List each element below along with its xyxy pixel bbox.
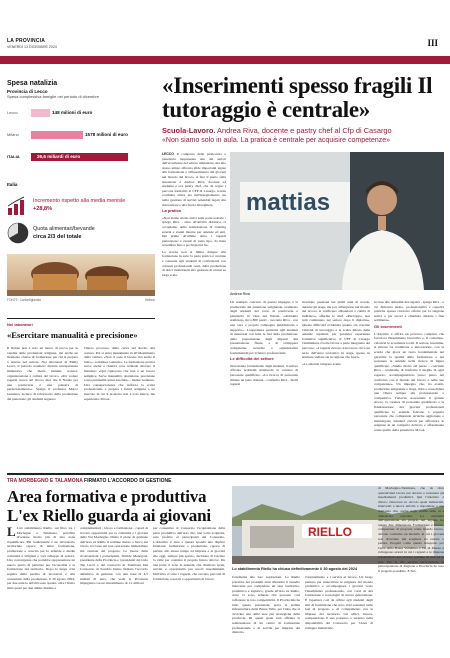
bar-value: 1578 milioni di euro — [85, 132, 128, 137]
article-text-3a: mostrano passione nei primi anni di scuola, durante gli stage, ma poi, all'ingresso nel mondo del lavoro, si verificano abbandoni o cambi di indirizzo», afferma lo chef. «Purtroppo, non tutti continuano nel settore dopo il diploma». Questa difficoltà evidenzia quanto sia cruciale l'attività di tutoraggio e la scelta mirata delle aziende ospitanti, per garantire esperienze formative significative. Il CFP di Casargo l'amministra rivolta favore a parte integrante del percorso. «I ragazzi devono trascorrere circa un terzo dell'anno scolastico in stage, spesso in strutture stellate sia in regione che fuori». — [302, 300, 370, 360]
article-text-2b: Nonostante l'entusiasmo degli studenti, il settore affronta problemi strutturali: la carenza di personale qualificato. «La ricerca di personale rimane un tasto dolente - conferma Riva - molti ragazzi — [230, 363, 298, 387]
infographic — [7, 80, 155, 310]
bottom-column-3: per consentire al Consorzio l'acquisizione della parte produttiva dell'area che, una volta acquisita, sarà profitto ai partecipanti del Consorzio. L'obiettivo è dare a questa sponda una duplice funzione: formazione e produzione, capace di parlare allo stesso tempo ad imprese e ai giovani che oggi, sempre più spesso, decidono di lasciare la valle per costruire il proprio futuro altrove. Da una parte ci sono le aziende, che chiedono spazi, servizi e opportunità per nuovi insediamenti. Dall'altra ci sono i ragazzi, che cercano percorsi di formazione concreti e opportunità di lavoro — [153, 526, 225, 581]
article-text-4a: in base alle attitudini dei ragazzi - spiega Riva - e ciò dimostra molto, professionalità e capacità pratiche spesso ricevono offerte per la stagione estiva o per lavori a chiamata durante i fine settimana». — [374, 300, 444, 323]
bottom-column-1 — [7, 526, 75, 652]
infographic-title: Spesa natalizia — [7, 80, 58, 87]
stat-growth-text: Incremento rispetto alla media menisle — [33, 198, 126, 204]
portrait-photo — [230, 152, 444, 290]
article-subhead-3: Gli inserimenti — [374, 323, 402, 329]
bottom-divider — [7, 473, 444, 475]
article-subhead-2: Le difficoltà del settore — [230, 356, 274, 362]
source-credit: Withub — [145, 298, 155, 302]
bottom-kicker-rest: FIRMATO L'ACCORDO DI GESTIONE — [84, 478, 172, 484]
sidebar-column-2: l'intero processo, dalla curva del lievito alla cottura. Poi si entra pienamente in all'allestimento della vetrina. «Non ci sono il buono, ma anche il bello», sottolinea Gennuso. La formazione pratica serve anche a chiarire cosa richiede davvero il mestiere: «Qui capiscono che non è un lavoro semplice. Serve manualità, attenzione, precisione e una puntualità quasi assoluta» - insiste Gennuso. Una consapevolezza che rafforza la scelta professionale e prepara i futuri artigiani a un mercato in cui il prodotto non è solo merce, ma esperienza. M.GA. — [84, 346, 155, 401]
sidebar-column-1: Il Natale non è solo un banco di prova per le vendite delle produzioni artigiane, ma anche un momento chiave di formazione per chi si prepara a entrare nel settore. Nei laboratori di Emily Lecrà, il periodo natalizio diventa un'esperienza immersiva che mette insieme tecnica, organizzazione e cultura del lavoro. «Per vedere ragazzi cresce sul lavoro dice che il Natale per una pasticceria è una palestra di perfezionamento». Spiega il professor Marco Gennuso, tecnico di laboratorio della produzione del panettone, gli studenti seguono — [7, 346, 78, 401]
bottom-text-1: L'ex stabilimento Riello, sul fibro tra i Morbegno e Talamona, potrebbe diventare molto più di una zona riqualificata. Più tradizionale è un laboratorio territoriale capace di unire formazione, produzione e crescita per le aziende e medie comunità e artigiani e vari sviluppo di settore. Una convergenza che potrebbe rappresentare un nuovo punto di partenza per l'economia e la formazione del territorio. Dopo la lunga crisi seguita dalla perdita di lavoratori e alla cessazione della produzione, il 30 agosto 2024, per due anni le attività sono spente, oltre l'invito mirò quasi per due anime distinte e — [7, 526, 75, 590]
panettone-photo — [7, 254, 155, 296]
article-kicker: Scuola-Lavoro. — [162, 126, 216, 135]
bar — [31, 131, 83, 139]
portrait-illustration — [230, 152, 444, 290]
bar — [31, 109, 50, 117]
article-text-4b: L'obiettivo è offrire un percorso completo che favorisca l'inserimento lavorativo e, al contempo, valorizzi le eccellenze locali. Il settore, insomma, si muove tra tradizione e innovazione, con la scuola che gioca un ruolo fondamentale nel garantire la qualità della formazione e nel sostenere le aziende nella ricerca di figure qualificate. «Siamo molto sul pezzo - conclude Riva - cerchiamo di trasferire il meglio di ogni ragazzo, accompagnandolo passo passo nel confronto con il mondo del lavoro e nelle sue competenze». Un impegno che, tra eventi, produzione artigianale e stage, mira a consolidare una filiera sempre più professionale e competitiva. Tuttavia, nonostante il grande sforzo, la carenza di personale qualificato e la fidelizzazione dei giovani professionali qualificate le aziende faticano a reperire personale che comprenda tecniche aggiornate e mantengano standard elevati per affrontare le esigenze di un comparto delicato e affascinante come quello della panetteria. M.GA. — [374, 331, 444, 433]
article-text-1c: La scuola non si limita dunque alla formazione in aula: la parte pratica è centrale e consente agli studenti di confrontarsi con contesti professionali reali, dalla produzione di dolci tradizionali alla gestione di eventi su larga scala. — [162, 249, 226, 277]
bottom-column-5: l'orientamento e i servizi al lavoro. Un luogo pensato per intercettare le esigenze del mondo produttivo e accompagnare i giovani verso l'inserimento professionale, con corsi di alta formazione e tecnologie di nuova generazione. È l'apertura così da offrire agli studenti degli enti di formazione che sono stati sostenuti nelle fasi di progetto e di collegamento con le imprese del territorio. Gli uffici, invece, comprendono il suo possesso e saranno nella disponibilità del Consorzio per l'Area di sviluppo industriale. — [305, 575, 373, 630]
stat-food-value: circa 2/3 del totale — [33, 234, 82, 240]
page-number: III — [427, 38, 438, 48]
section-band — [0, 56, 450, 64]
bar-label: ITALIA — [7, 154, 20, 159]
bar-growth-icon — [7, 196, 29, 216]
factory-sign-text: RIELLO — [308, 525, 352, 539]
article-byline: LECCO — [162, 152, 174, 156]
source-note: FONTE: Confartigianato — [7, 298, 42, 302]
article-column-4 — [374, 300, 444, 465]
article-deck: «Non siamo solo in aula. La pratica è centrale per acquisire competenze» — [162, 137, 391, 144]
bar-label: Lecco — [7, 110, 18, 115]
banner-text: mattias — [246, 189, 331, 216]
stat-growth — [7, 194, 155, 220]
italy-label: Italia — [7, 182, 18, 187]
article-text-3b: «La azienda vengono scelte — [302, 361, 341, 366]
portrait-caption: Andrea Riva — [230, 292, 250, 296]
stat-food-text: Quota alimentari/bevande — [33, 226, 95, 232]
stat-food-share — [7, 222, 155, 248]
article-subhead-1: La pratica — [162, 208, 181, 214]
issue-date: VENERDÌ 13 DICEMBRE 2024 — [7, 45, 57, 49]
stat-growth-value: +28,8% — [33, 206, 53, 212]
pie-chart-icon — [7, 222, 29, 244]
bar-chart — [7, 109, 155, 179]
bar-label: Milano — [7, 132, 19, 137]
bottom-kicker: TRA MORBEGNO E TALAMONA — [7, 478, 83, 484]
drop-cap: L — [7, 526, 16, 539]
sidebar-kicker: Nel laboratori — [7, 322, 33, 327]
sidebar-divider — [7, 318, 155, 319]
infographic-region: Provincia di Lecco — [7, 89, 48, 94]
article-kicker-line — [162, 126, 444, 135]
article-column-1 — [162, 152, 226, 300]
article-column-2 — [230, 300, 298, 465]
article-text-1b: «Non siamo molto attivi sulla parte teatrale - spiega Riva - oltre all'attività didattica, ci occupiamo della realizzazione di catering esterni e eventi interne per aziende ed enti. Del primo all'ultimo anno, i ragazzi partecipano a eventi di vario tipo, da meta novembre fino a pochi giorni fa». — [162, 215, 226, 248]
main-headline: «Inserimenti spesso fragili Il tutoraggio è centrale» — [162, 73, 433, 122]
panettone-illustration — [7, 254, 155, 296]
article-kicker-rest: Andrea Riva, docente e pastry chef al Cfp di Casargo — [217, 126, 392, 135]
article-text-1a: Il comparto della pasticceria e panetteria rappresenta uno dei settori dell'eccellenza del settore alimentare, ma allo stesso tempo affronta sfide importanti legate alla formazione e all'inserimento dei giovani nel mondo del lavoro. A fare il punto sulla situazione è Andrea Riva, docente ed studente e ora pastry chef, che da sogno i percorsi formativi al CFP di Casargo, scuola costituita attiva sia nell'insegnamento sia nella gestione di servizi aziendali legati alla ristorazione e alla fascia alberghiera. — [162, 152, 226, 207]
bar-value: 148 milioni di euro — [52, 110, 93, 115]
article-text-2a: Un esempio concreto di questo impegno è la produzione del panettone artigianale, realizzato dagli studenti del corso di pasticceria e panetteria in vista del Natale. «Abbiamo realizzato circa 800 pezzi - racconta Riva - con una vera e propria campagna pubblicitaria e supporto». L'esperienza permette agli studenti di misurarsi con tutte le fasi della produzione, dalla preparazione degli impasti alla presentazione finale, e di sviluppare competenze tecniche e organizzative fondamentali per il futuro professionale. — [230, 300, 298, 355]
bottom-kicker-line — [7, 478, 444, 484]
bottom-column-4: fortemente alle loro aspirazioni. Lo Riello potrebbe nei prossimi anni diventare il tassello mancante per completare un asse formativo, produttivo e logistico, grazie all'area ex Riello, dove vi sono aziende che possono così rafforzare la loro competitività. Il Provinciale ha tutto questo potenziale, porta la stabile infrastruttura della Bassa Valle, per l'idea che si avvicina una delle aree più strategiche della provincia. Di questi spazi sarà affidata la realizzazione di un centro di formazione professionale e di servizi per imprese del distretto. — [232, 575, 300, 635]
infographic-subtitle: Spesa complessiva famiglie nel periodo di dicembre — [7, 94, 100, 99]
sidebar-headline: «Esercitare manualità e precisione» — [7, 330, 138, 340]
bottom-column-6: di Morbegno-Talamona, che da oltre quarant'anni lavora per attrarre e sostenere gli insediamenti produttivi. Qui l'obiettivo è chiaro: rinnovare in circolo spazi industriali, interventi e nuove attività e rispondere a una domanda che, anche negli ultimi anni, si è dimostrata concreta. La centralità dell'operazione sta proprio nel legame tra queste due dimensioni. Formazione e lavoro, competenze di proposte come mondo lavoro, devono costituire un modello in cui i giovani non dovranno più scegliere tra restare o partire. Progetti come questo integrano per l'area della Bassa Valtellina e Val di Mezzo e sviluppano azioni in cui i ragazzi e le imprese condividono una visione comune di crescita in rete. Per la Zia serviva un'occasione la partecipazione di Regione e Provincia ha reso il progetto possibile. E.Sav. — [378, 486, 444, 573]
factory-caption: Lo stabilimento Riello ha chiuso definitivamente il 30 agosto del 2024 — [232, 567, 358, 571]
article-column-3 — [302, 300, 370, 465]
bar-value: 26,6 miliardi di euro — [37, 154, 81, 159]
bottom-column-2: complementari - lavoro e formazione - capaci di trovare opportunità per la comunità e i giovani della Val Morbegno. Dietro il piano di gestione dell'area ex Riello il termine messo a fuoco sul tavolo tra l'area sul non operazione immobiliare ma centrale del progetto. Le buone delle riconversioni i partecipanti, Davide Menegola, presidente della Provincia e i presidenti del Lido Tap Lucci e del consorzio di Talamona Del Consorzio di Sondrio hanno firmato l'accordo definitivo di gestione, con una base di 4,5 milioni di euro, che vede la Provincia impegnata con un investimento di 1,1 milioni — [80, 526, 148, 586]
newspaper-logo: LA PROVINCIA — [7, 38, 46, 44]
bottom-headline: Area formativa e produttiva L'ex Riello guarda ai giovani — [7, 487, 211, 525]
